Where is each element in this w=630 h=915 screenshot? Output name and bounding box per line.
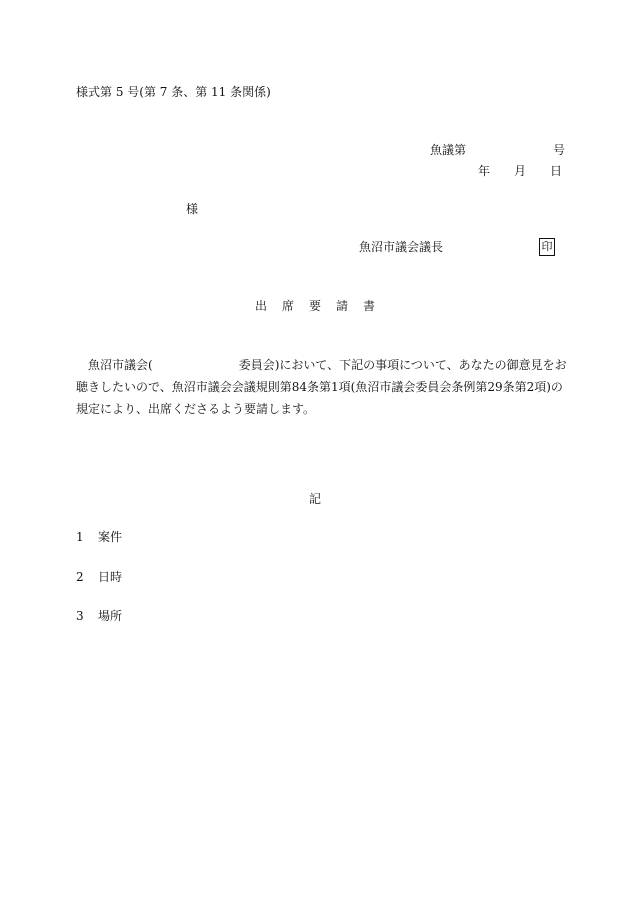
date-month-label: 月 (514, 164, 527, 178)
body-line-1-part-2: 委員会)において、下記の事項について、あなたの御意見をお (238, 358, 567, 372)
body-line-3: 規定により、出席くださるよう要請します。 (76, 402, 316, 416)
addressee-honorific: 様 (186, 202, 199, 216)
body-paragraph (76, 354, 570, 420)
list-item (76, 610, 122, 622)
ki-heading: 記 (308, 492, 321, 506)
seal-stamp: 印 (539, 238, 555, 256)
list-item (76, 571, 122, 583)
document-number-prefix: 魚議第 (430, 143, 467, 157)
form-number: 様式第 5 号(第 7 条、第 11 条関係) (76, 85, 271, 99)
document-title: 出席要請書 (254, 299, 390, 313)
body-line-1-part-1: 魚沼市議会( (88, 358, 153, 372)
body-line-2: 聴きしたいので、魚沼市議会会議規則第84条第1項(魚沼市議会委員会条例第29条第2項)の (76, 380, 563, 394)
item-label: 日時 (98, 570, 123, 584)
document-number-suffix: 号 (553, 143, 566, 157)
date-row (478, 165, 562, 177)
item-number: 2 (76, 570, 84, 584)
date-day-label: 日 (550, 164, 563, 178)
sender-name: 魚沼市議会議長 (359, 240, 444, 254)
date-year-label: 年 (478, 164, 491, 178)
body-line-1 (76, 354, 570, 376)
list-item (76, 531, 122, 543)
item-number: 1 (76, 530, 84, 544)
item-label: 場所 (98, 609, 123, 623)
item-number: 3 (76, 609, 84, 623)
item-label: 案件 (98, 530, 123, 544)
